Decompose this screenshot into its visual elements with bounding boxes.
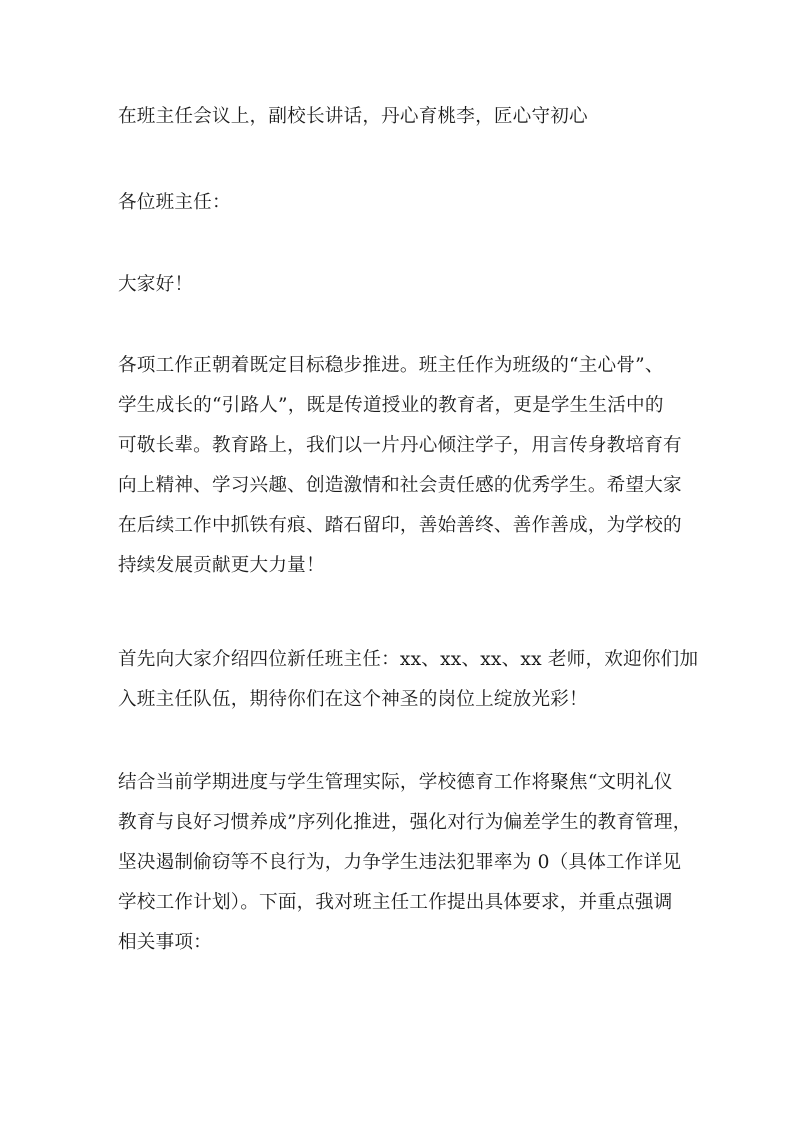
paragraph-line: 相关事项：: [118, 932, 212, 953]
paragraph-line: 结合当前学期进度与学生管理实际，学校德育工作将聚焦“文明礼仪: [118, 772, 673, 793]
paragraph-line: 向上精神、学习兴趣、创造激情和社会责任感的优秀学生。希望大家: [118, 475, 682, 496]
paragraph-line: 坚决遏制偷窃等不良行为，力争学生违法犯罪率为 0（具体工作详见: [118, 852, 682, 873]
paragraph-line: 持续发展贡献更大力量！: [118, 555, 325, 576]
document-title: 在班主任会议上，副校长讲话，丹心育桃李，匠心守初心: [118, 106, 588, 127]
greeting: 大家好！: [118, 274, 194, 295]
paragraph-line: 可敬长辈。教育路上，我们以一片丹心倾注学子，用言传身教培育有: [118, 435, 682, 456]
salutation: 各位班主任：: [118, 192, 231, 213]
paragraph-line: 学生成长的“引路人”，既是传道授业的教育者，更是学生生活中的: [118, 395, 664, 416]
paragraph-line: 学校工作计划）。下面，我对班主任工作提出具体要求，并重点强调: [118, 892, 673, 913]
paragraph-line: 首先向大家介绍四位新任班主任：xx、xx、xx、xx 老师，欢迎你们加: [118, 649, 699, 670]
paragraph-line: 教育与良好习惯养成”序列化推进，强化对行为偏差学生的教育管理，: [118, 812, 692, 833]
paragraph-line: 在后续工作中抓铁有痕、踏石留印，善始善终、善作善成，为学校的: [118, 515, 682, 536]
paragraph-line: 各项工作正朝着既定目标稳步推进。班主任作为班级的“主心骨”、: [118, 355, 664, 376]
paragraph-line: 入班主任队伍，期待你们在这个神圣的岗位上绽放光彩！: [118, 689, 588, 710]
